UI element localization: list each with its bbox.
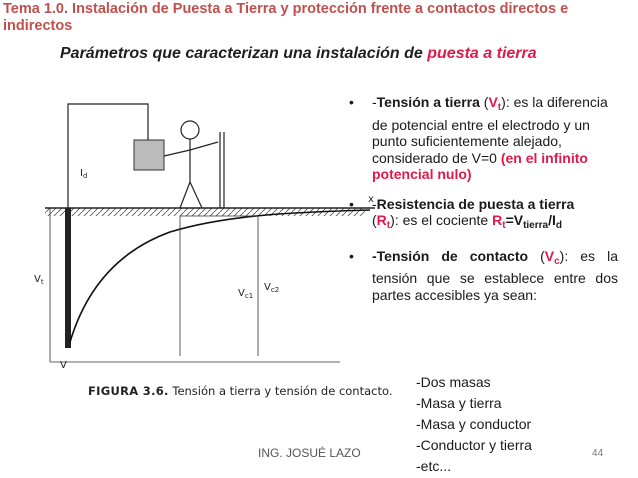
- bullet-tension-tierra: • -Tensión a tierra $(V_t)$: es la diferencia de potencial entre el electrodo y un punto suficientemente alejado, considerado de V=0 (en el infinito potencial nulo): [349, 94, 608, 182]
- person-head: [181, 121, 199, 139]
- slide-footer: ING. JOSUÉ LAZO: [258, 446, 361, 460]
- label-vt: $V_t$: [34, 274, 44, 286]
- grounding-diagram: [34, 92, 380, 412]
- bullet-resistencia: • -Resistencia de puesta a tierra $(R_t)$: es el cociente $R_t=V_{tierra}/I_d$: [349, 195, 575, 231]
- ground-electrode: [65, 208, 71, 348]
- label-v: V: [60, 360, 67, 371]
- equipment-box: [134, 140, 164, 170]
- list-item: -Masa y conductor: [416, 416, 532, 432]
- slide-title: Tema 1.0. Instalación de Puesta a Tierra y protección frente a contactos directos e indirectos: [3, 1, 569, 34]
- bullet-tension-contacto: • -Tensión de contacto $(V_c)$: es la tensión que se establece entre dos partes accesibles ya sean:: [349, 247, 618, 303]
- bullet-list: [346, 94, 618, 316]
- subtitle-highlight: puesta a tierra: [427, 45, 537, 62]
- contact-types-list: [416, 372, 532, 477]
- bullet-dot-icon: •: [349, 247, 354, 264]
- title-bar: [0, 0, 638, 36]
- page-number: 44: [592, 448, 604, 459]
- bullet-dot-icon: •: [349, 94, 354, 110]
- list-item: -etc...: [416, 458, 452, 474]
- slide-subtitle: [60, 45, 537, 63]
- list-item: -Conductor y tierra: [416, 437, 532, 453]
- label-x: x: [368, 194, 374, 205]
- subtitle-prefix: Parámetros que caracterizan una instalación de: [60, 45, 428, 62]
- label-vc2: $V_{c2}$: [264, 282, 280, 294]
- list-item: -Masa y tierra: [416, 395, 502, 411]
- caption-text: Tensión a tierra y tensión de contacto.: [172, 384, 393, 398]
- caption-prefix: FIGURA 3.6.: [88, 384, 169, 398]
- bullet-dot-icon: •: [349, 195, 354, 212]
- potential-curve: [70, 210, 370, 342]
- list-item: -Dos masas: [416, 374, 491, 390]
- figure-caption: [88, 384, 392, 398]
- label-vc1: $V_{c1}$: [238, 288, 254, 300]
- label-id: $I_d$: [80, 168, 88, 180]
